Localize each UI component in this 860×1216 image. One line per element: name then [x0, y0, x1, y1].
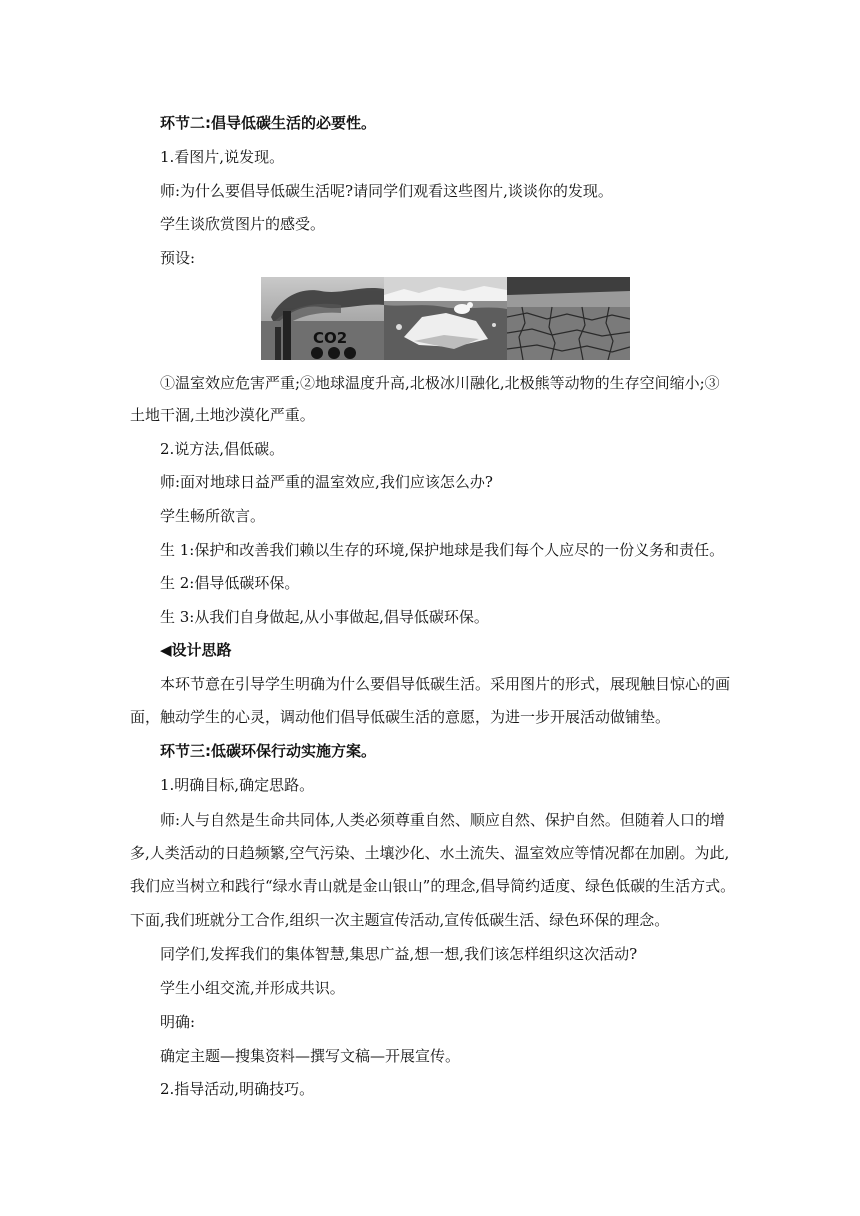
paragraph: 师:面对地球日益严重的温室效应,我们应该怎么办?: [160, 473, 493, 491]
paragraph: 预设:: [160, 249, 196, 267]
step-heading: 1.看图片,说发现。: [160, 148, 285, 166]
polar-bear-ice-image: [384, 277, 507, 360]
paragraph: ①温室效应危害严重;②地球温度升高,北极冰川融化,北极熊等动物的生存空间缩小;③: [160, 374, 720, 392]
paragraph: 生 3:从我们自身做起,从小事做起,倡导低碳环保。: [160, 608, 489, 626]
paragraph: 生 2:倡导低碳环保。: [160, 574, 300, 592]
paragraph: 下面,我们班就分工合作,组织一次主题宣传活动,宣传低碳生活、绿色环保的理念。: [130, 911, 670, 929]
climate-photo-strip: [261, 277, 630, 360]
paragraph: 土地干涸,土地沙漠化严重。: [130, 406, 315, 424]
step-heading: 1.明确目标,确定思路。: [160, 776, 315, 794]
paragraph: 多,人类活动的日趋频繁,空气污染、土壤沙化、水土流失、温室效应等情况都在加剧。为此,: [130, 844, 730, 862]
cracked-dry-earth-image: [507, 277, 630, 360]
section-heading-2: 环节二:倡导低碳生活的必要性。: [160, 114, 377, 132]
paragraph: 师:为什么要倡导低碳生活呢?请同学们观看这些图片,谈谈你的发现。: [160, 182, 613, 200]
paragraph: 面，触动学生的心灵，调动他们倡导低碳生活的意愿，为进一步开展活动做铺垫。: [130, 708, 671, 726]
step-heading: 2.说方法,倡低碳。: [160, 440, 285, 458]
step-heading: 2.指导活动,明确技巧。: [160, 1080, 315, 1098]
paragraph: 确定主题—搜集资料—撰写文稿—开展宣传。: [160, 1047, 461, 1065]
factory-smoke-co2-image: [261, 277, 384, 360]
paragraph: 同学们,发挥我们的集体智慧,集思广益,想一想,我们该怎样组织这次活动?: [160, 945, 638, 963]
paragraph: 本环节意在引导学生明确为什么要倡导低碳生活。采用图片的形式，展现触目惊心的画: [160, 675, 731, 693]
paragraph: 学生小组交流,并形成共识。: [160, 979, 345, 997]
paragraph: 我们应当树立和践行“绿水青山就是金山银山”的理念,倡导简约适度、绿色低碳的生活方式。: [130, 877, 736, 895]
section-heading-3: 环节三:低碳环保行动实施方案。: [160, 742, 377, 760]
co2-figure-text: CO2: [313, 329, 348, 347]
design-thoughts-heading: ◀设计思路: [160, 641, 232, 659]
paragraph: 师:人与自然是生命共同体,人类必须尊重自然、顺应自然、保护自然。但随着人口的增: [160, 811, 725, 829]
paragraph: 学生谈欣赏图片的感受。: [160, 215, 326, 233]
paragraph: 学生畅所欲言。: [160, 507, 266, 525]
paragraph: 明确:: [160, 1013, 196, 1031]
paragraph: 生 1:保护和改善我们赖以生存的环境,保护地球是我们每个人应尽的一份义务和责任。: [160, 541, 725, 559]
